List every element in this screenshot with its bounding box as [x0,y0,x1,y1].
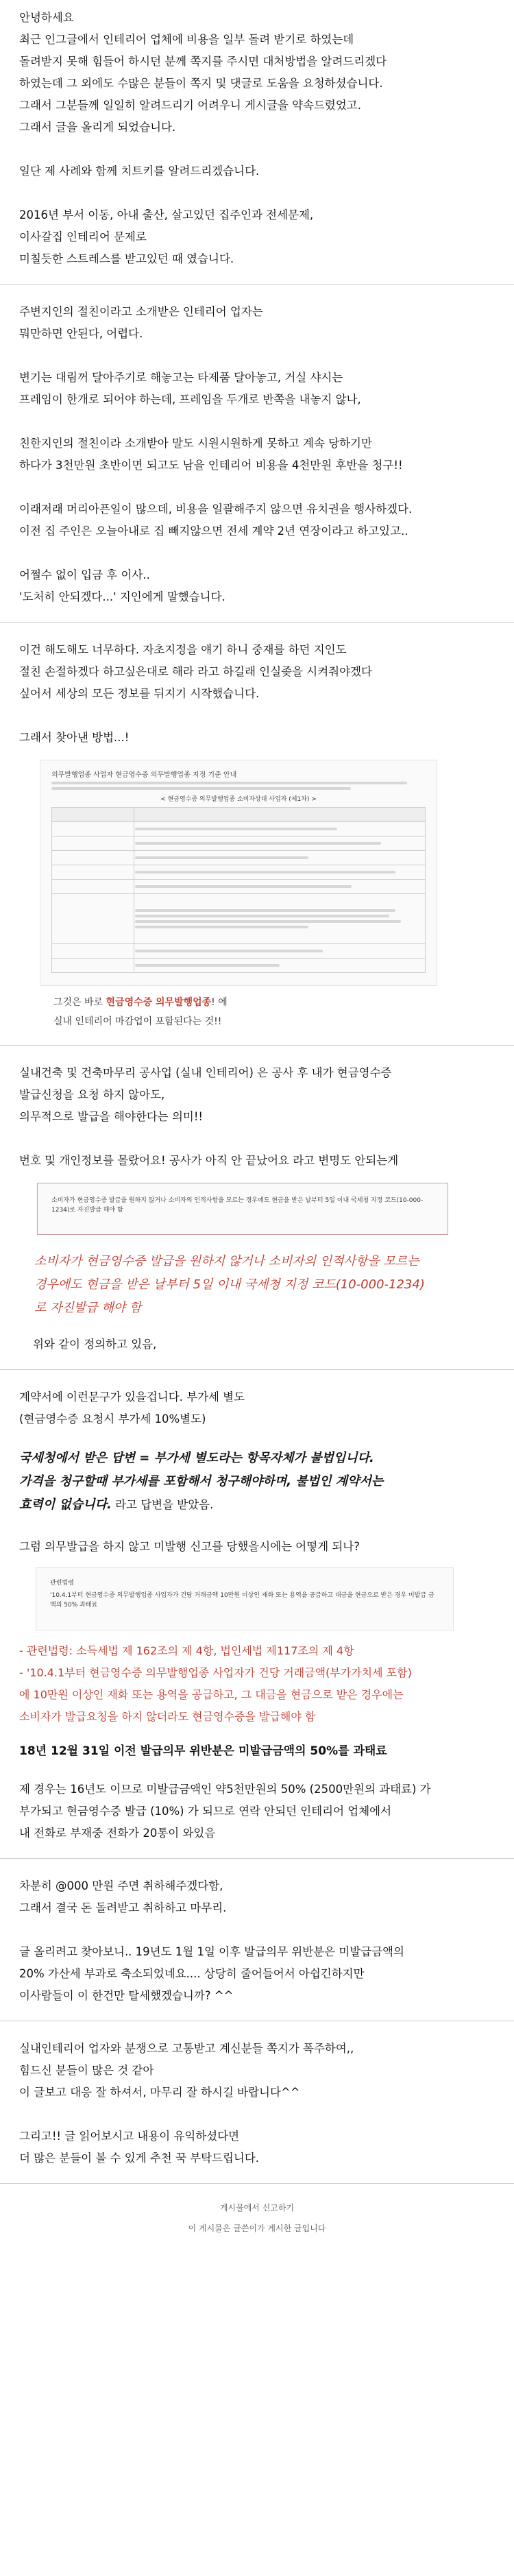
screenshot-table-title: < 현금영수증 의무발행업종 소비자상대 사업자 (제1차) > [160,796,317,803]
bold-quote-tail: 라고 답변을 받았음. [111,1498,214,1511]
screenshot-mandatory-list [0,760,514,986]
search-line: 이건 해도해도 너무하다. 자초지정을 얘기 하니 중재를 하던 지인도 [19,643,347,656]
screenshot-table [51,807,426,973]
footer-note: 이 게시물은 글쓴이가 게시한 글입니다 [188,2224,326,2233]
story-line: 뭐만하면 안된다, 어렵다. [19,327,143,340]
closing-line: 그리고!! 글 읽어보시고 내용이 유익하셨다면 [19,2130,240,2143]
intro-section [0,0,514,270]
question-text: 그럼 의무발급을 하지 않고 미발행 신고를 당했을시에는 어떻게 되나? [19,1540,360,1553]
my-case-line: 부가되고 현금영수증 발급 (10%) 가 되므로 연락 안되던 인테리어 업체에서 [19,1805,392,1818]
legal-line: - '10.4.1부터 현금영수증 의무발행업종 사업자가 건당 거래금액(부가가치세 포함) [19,1666,412,1679]
intro-line: 그래서 그분들께 일일히 알려드리기 어려우니 게시글을 약속드렸었고. [19,99,361,112]
section-divider [0,622,514,623]
result-line: 그래서 결국 돈 돌려받고 취하하고 마무리. [19,1901,227,1914]
closing-section [0,2038,514,2169]
legal-line: 소비자가 발급요청을 하지 않더라도 현금영수증을 발급해야 함 [19,1710,316,1723]
obligation-line: 실내건축 및 건축마무리 공사업 (실내 인테리어) 은 공사 후 내가 현금영수증 [19,1066,392,1079]
intro-line: 그래서 글을 올리게 되었습니다. [19,121,176,134]
obligation-line: 번호 및 개인정보를 몰랐어요! 공사가 아직 안 끝났어요 라고 변명도 안되는게 [19,1154,399,1167]
defined-text: 위와 같이 정의하고 있음, [33,1338,157,1351]
legal-line: - 관련법령: 소득세법 제 162조의 제 4항, 법인세법 제117조의 제 4항 [19,1644,354,1657]
section-divider [0,284,514,285]
red-quote-line: 경우에도 현금을 받은 날부터 5일 이내 국세청 지정 코드(10-000-1234) [34,1277,425,1292]
closing-line: 실내인테리어 업자와 분쟁으로 고통받고 계신분들 쪽지가 폭주하여,, [19,2042,354,2055]
result-line: 20% 가산세 부과로 축소되었네요.... 상당히 줄어들어서 아쉽긴하지만 [19,1967,365,1980]
contract-section [0,1386,514,1430]
section-divider [0,2183,514,2184]
bold-quote [0,1447,514,1517]
screenshot-header: 의무발행업종 사업자 현금영수증 의무발행업종 지정 기준 안내 [51,771,237,779]
result-section [0,1875,514,2007]
bold-quote-line: 효력이 없습니다. [19,1497,112,1512]
story-line: 이전 집 주인은 오늘아내로 집 빼지않으면 전세 계약 2년 연장이라고 하고있고.. [19,525,408,538]
screenshot-law [0,1567,514,1630]
closing-line: 더 많은 분들이 볼 수 있게 추천 꾹 부탁드립니다. [19,2152,260,2165]
closing-line: 이 글보고 대응 잘 하셔서, 마무리 잘 하시길 바랍니다^^ [19,2086,300,2099]
obligation-line: 발급신청을 요청 하지 않아도, [19,1088,165,1101]
intro-line: 2016년 부서 이동, 아내 출산, 살고있던 집주인과 전세문제, [19,208,314,221]
story-section [0,301,514,608]
footer [0,2200,514,2236]
intro-line: 돌려받지 못해 힘들어 하시던 분께 쪽지를 주시면 대처방법을 알려드리겠다 [19,55,387,68]
contract-line: (현금영수증 요청시 부가세 10%별도) [19,1412,206,1425]
intro-line: 이사갈집 인테리어 문제로 [19,230,147,243]
screenshot-self-issue [0,1183,514,1235]
my-case-line: 제 경우는 16년도 이므로 미발급금액인 약5천만원의 50% (2500만원의 과태료) 가 [19,1783,431,1796]
search-line: 싶어서 세상의 모든 정보를 뒤지기 시작했습니다. [19,687,260,700]
search-section [0,639,514,749]
caption-suffix: ! 에 [211,997,228,1008]
caption-highlight: 현금영수증 의무발행업종 [106,997,212,1008]
story-line: 주변지인의 절친이라고 소개받은 인테리어 업자는 [19,305,263,318]
defined-line [0,1334,514,1356]
bold-quote-line: 국세청에서 받은 답변 = 부가세 별도라는 항목자체가 불법입니다. [19,1451,374,1465]
section-divider [0,1369,514,1370]
obligation-line: 의무적으로 발급을 해야한다는 의미!! [19,1110,204,1123]
red-quote [0,1250,514,1320]
story-line: 친한지인의 절친이라 소개받아 말도 시원시원하게 못하고 계속 당하기만 [19,437,372,450]
legal-line: 에 10만원 이상인 재화 또는 용역을 공급하고, 그 대금을 현금으로 받은 경우에는 [19,1688,404,1701]
caption-1 [0,993,514,1031]
screenshot2-text: 소비자가 현금영수증 발급을 원하지 않거나 소비자의 인적사항을 모르는 경우에도 현금을 받은 날부터 5일 이내 국세청 지정 코드(10-000-1234)로 자진발급 해야 함 [51,1197,424,1214]
result-line: 글 올리려고 찾아보니.. 19년도 1월 1일 이후 발급의무 위반분은 미발급금액의 [19,1945,404,1958]
story-line: 변기는 대림꺼 달아주기로 해놓고는 타제품 달아놓고, 거실 샤시는 [19,371,343,384]
penalty-title-text: 18년 12월 31일 이전 발급의무 위반분은 미발급금액의 50%를 과태료 [19,1744,387,1758]
story-line: 하다가 3천만원 초반이면 되고도 남을 인테리어 비용을 4천만원 후반을 청구!! [19,459,403,472]
intro-line: 미칠듯한 스트레스를 받고있던 때 였습니다. [19,252,234,265]
my-case-section [0,1779,514,1844]
section-divider [0,1045,514,1046]
red-quote-line: 소비자가 현금영수증 발급을 원하지 않거나 소비자의 인적사항을 모르는 [34,1254,419,1268]
screenshot3-text: '10.4.1부터 현금영수증 의무발행업종 사업자가 건당 거래금액 10만원 이상인 재화 또는 용역을 공급하고 대금을 현금으로 받은 경우 미발급 금액의 50% 과태료 [50,1592,435,1609]
story-line: 프레임이 한개로 되어야 하는데, 프레임을 두개로 반쪽을 내놓지 않나, [19,393,361,406]
result-line: 차분히 @000 만원 주면 취하해주겠다함, [19,1879,223,1892]
caption-line2: 실내 인테리어 마감업이 포함된다는 것!! [53,1016,222,1027]
intro-line: 최근 인그글에서 인테리어 업체에 비용을 일부 돌려 받기로 하였는데 [19,33,354,46]
search-line: 절친 손절하겠다 하고싶은대로 해라 라고 하길래 인실좆을 시켜줘야겠다 [19,665,372,678]
red-quote-line: 로 자진발급 해야 함 [34,1301,142,1315]
bold-quote-line: 가격을 청구할때 부가세를 포함해서 청구해야하며, 불법인 계약서는 [19,1474,384,1489]
section-divider [0,1858,514,1859]
obligation-section [0,1062,514,1172]
report-link[interactable]: 게시물에서 신고하기 [219,2203,295,2213]
penalty-title [0,1740,514,1762]
intro-line: 안녕하세요 [19,11,74,24]
contract-line: 계약서에 이런문구가 있을겁니다. 부가세 별도 [19,1391,245,1404]
my-case-line: 내 전화로 부재중 전화가 20통이 와있음 [19,1827,216,1840]
screenshot3-label: 관련법령 [50,1580,74,1587]
search-line: 그래서 찾아낸 방법...! [19,731,130,744]
story-line: 어쩔수 없이 입금 후 이사.. [19,568,150,581]
legal-section [0,1640,514,1728]
story-line: 이래저래 머리아픈일이 많으데, 비용을 일괄해주지 않으면 유치권을 행사하겠다. [19,503,413,516]
closing-line: 힘드신 분들이 많은 것 같아 [19,2064,154,2077]
intro-line: 하였는데 그 외에도 수많은 분들이 쪽지 및 댓글로 도움을 요청하셨습니다. [19,77,383,90]
result-line: 이사람들이 이 한건만 탈세했겠습니까? ^^ [19,1989,234,2002]
question-line [0,1536,514,1558]
intro-line: 일단 제 사례와 함께 치트키를 알려드리겠습니다. [19,165,260,178]
caption-prefix: 그것은 바로 [53,997,106,1008]
story-line: '도처히 안되겠다...' 지인에게 말했습니다. [19,590,225,603]
